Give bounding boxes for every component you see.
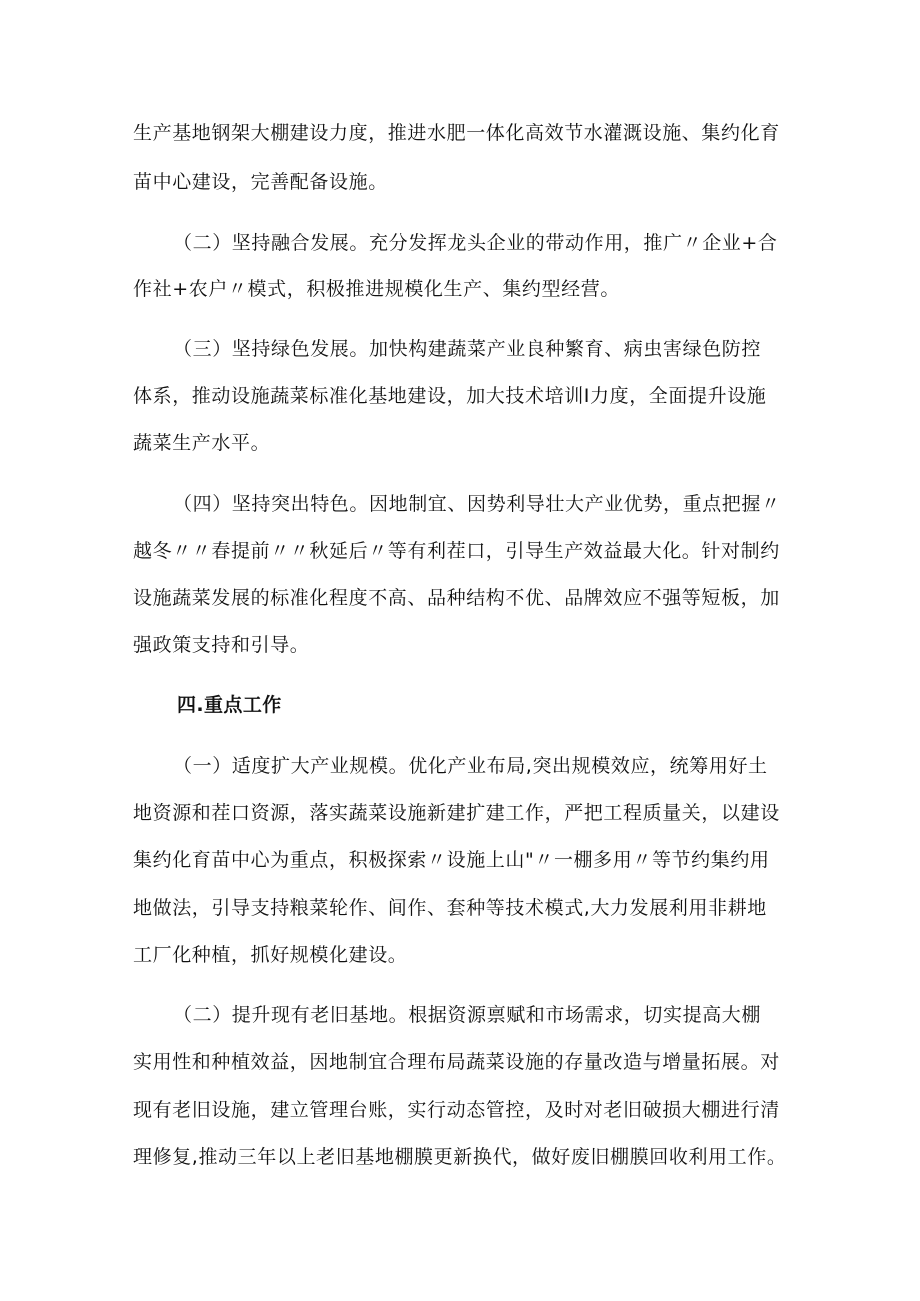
paragraph-line: 实用性和种植效益，因地制宜合理布局蔬菜设施的存量改造与增量拓展。对 (133, 1051, 780, 1073)
paragraph-line: 理修复,推动三年以上老旧基地棚膜更新换代，做好废旧棚膜回收利用工作。 (133, 1146, 787, 1168)
paragraph-line: 体系，推动设施蔬菜标准化基地建设，加大技术培训I力度，全面提升设施 (133, 385, 767, 407)
paragraph-line: 作社+农户〃模式，积极推进规模化生产、集约型经营。 (133, 278, 620, 300)
paragraph-line: 生产基地钢架大棚建设力度，推进水肥一体化高效节水灌溉设施、集约化育 (133, 122, 780, 144)
paragraph-line: （二）坚持融合发展。充分发挥龙头企业的带动作用，推广〃企业+合 (173, 232, 778, 254)
paragraph-line: 越冬〃〃春提前〃〃秋延后〃等有利茬口，引导生产效益最大化。针对制约 (133, 540, 780, 562)
paragraph-line: 地资源和茬口资源，落实蔬菜设施新建扩建工作，严把工程质量关，以建设 (133, 802, 780, 824)
paragraph-line: （三）坚持绿色发展。加快构建蔬菜产业良种繁育、病虫害绿色防控 (173, 338, 762, 360)
paragraph-line: 设施蔬菜发展的标准化程度不高、品种结构不优、品牌效应不强等短板，加 (133, 587, 780, 609)
paragraph-line: 蔬菜生产水平。 (133, 432, 271, 454)
paragraph-line: 集约化育苗中心为重点，积极探索〃设施上山"〃一棚多用〃等节约集约用 (133, 849, 770, 871)
paragraph-line: 地做法，引导支持粮菜轮作、间作、套种等技术模式,大力发展利用非耕地 (133, 897, 767, 919)
paragraph-line: （一）适度扩大产业规模。优化产业布局,突出规模效应，统筹用好土 (173, 755, 768, 777)
paragraph-line: 强政策支持和引导。 (133, 634, 310, 656)
section-heading: 四.重点工作 (177, 694, 282, 716)
paragraph-line: 苗中心建设，完善配备设施。 (133, 171, 388, 193)
paragraph-line: 现有老旧设施，建立管理台账，实行动态管控，及时对老旧破损大棚进行清 (133, 1099, 780, 1121)
paragraph-line: （二）提升现有老旧基地。根据资源禀赋和市场需求，切实提高大棚 (173, 1004, 762, 1026)
paragraph-line: 工厂化种植，抓好规模化建设。 (133, 944, 408, 966)
paragraph-line: （四）坚持突出特色。因地制宜、因势利导壮大产业优势，重点把握〃 (173, 493, 781, 515)
